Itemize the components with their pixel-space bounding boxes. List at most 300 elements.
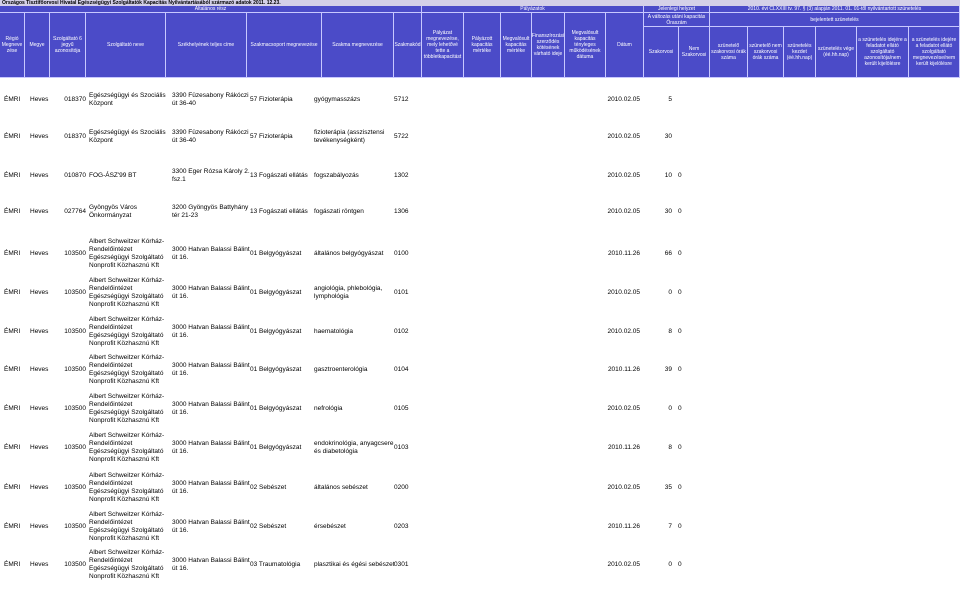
cell-datum	[590, 314, 640, 350]
col-header-20	[816, 27, 857, 78]
cell-datum-text: 2010.02.05	[607, 208, 640, 215]
group-legal	[710, 6, 960, 13]
cell-szak-text: 66	[664, 250, 672, 257]
cell-cim-text: 3390 Füzesabony Rákóczi út 36-40	[172, 92, 249, 107]
cell-szak	[650, 82, 672, 118]
col-header-1	[0, 13, 25, 78]
cell-csoport-text: 13 Fogászati ellátás	[250, 208, 308, 215]
cell-nemszak-text: 0	[678, 328, 682, 335]
col-header-21-text: a szünetelés idejére a feladatot ellátó szolgáltató azonosítója/nem került kijelölésre	[858, 37, 907, 67]
cell-datum-text: 2010.02.05	[607, 133, 640, 140]
group-altalanos	[0, 6, 422, 13]
cell-csoport	[250, 314, 314, 350]
cell-kod	[394, 314, 422, 350]
group-altalanos-text: Általános rész	[194, 6, 227, 12]
cell-megye-text: Heves	[30, 172, 49, 179]
col-header-4	[86, 13, 166, 78]
cell-csoport-text: 01 Belgyógyászat	[250, 366, 302, 373]
cell-szakma-text: gyógymasszázs	[314, 96, 361, 103]
cell-azon-text: 018370	[64, 133, 86, 140]
cell-szakma	[314, 158, 396, 194]
cell-megye	[30, 275, 52, 311]
col-header-4-text: Szolgáltató neve	[107, 42, 144, 48]
cell-azon	[52, 194, 86, 230]
group-legal-text: 2010. évi CLXXIII tv. 97. § (3) alapján 2011. 01. 01-től nyilvántartott szünetelés	[747, 6, 922, 12]
cell-cim	[172, 547, 250, 583]
cell-szakma	[314, 547, 396, 583]
cell-csoport-text: 02 Sebészet	[250, 523, 287, 530]
cell-nemszak	[678, 82, 700, 118]
cell-kod-text: 5712	[394, 96, 409, 103]
col-header-11-text: Megvalósult kapacitás mértéke	[502, 36, 530, 54]
cell-datum-text: 2010.02.05	[607, 96, 640, 103]
cell-csoport	[250, 352, 314, 388]
cell-szak-text: 39	[664, 366, 672, 373]
cell-nemszak-text: 0	[678, 208, 682, 215]
cell-nev	[89, 352, 169, 388]
cell-azon	[52, 275, 86, 311]
cell-kod-text: 0203	[394, 523, 409, 530]
cell-szak-text: 30	[664, 133, 672, 140]
cell-azon	[52, 119, 86, 155]
cell-datum	[590, 470, 640, 506]
cell-nemszak	[678, 509, 700, 545]
cell-nev-text: Albert Schweitzer Kórház-Rendelőintézet Egészségügyi Szolgáltató Nonprofit Közhasznú Kft	[89, 472, 165, 503]
col-header-8-text: Szakmakód	[394, 42, 421, 48]
col-header-2	[25, 13, 50, 78]
cell-nev	[89, 275, 169, 311]
cell-datum-text: 2010.11.26	[607, 523, 640, 530]
cell-nemszak-text: 0	[678, 444, 682, 451]
cell-cim	[172, 430, 250, 466]
cell-kod-text: 0103	[394, 444, 409, 451]
cell-szak-text: 0	[668, 289, 672, 296]
cell-datum-text: 2010.02.05	[607, 405, 640, 412]
cell-szakma-text: gasztroenterológia	[314, 366, 368, 373]
cell-csoport-text: 57 Fizioterápia	[250, 96, 293, 103]
cell-cim-text: 3000 Hatvan Balassi Bálint út 16.	[172, 246, 250, 261]
cell-megye	[30, 236, 52, 272]
cell-csoport	[250, 547, 314, 583]
cell-csoport	[250, 194, 314, 230]
cell-kod-text: 0101	[394, 289, 409, 296]
cell-cim	[172, 314, 250, 350]
col-header-5	[166, 13, 247, 78]
cell-szak	[650, 158, 672, 194]
cell-megye-text: Heves	[30, 405, 49, 412]
col-header-18	[748, 27, 784, 78]
cell-kod-text: 0104	[394, 366, 409, 373]
cell-regio	[4, 275, 30, 311]
cell-megye-text: Heves	[30, 96, 49, 103]
cell-datum	[590, 194, 640, 230]
cell-datum	[590, 275, 640, 311]
col-header-6-text: Szakmacsoport megnevezése	[250, 42, 318, 48]
cell-szakma	[314, 236, 396, 272]
cell-szak-text: 0	[668, 405, 672, 412]
cell-nemszak	[678, 236, 700, 272]
cell-regio-text: ÉMRI	[4, 405, 21, 412]
cell-nemszak-text: 0	[678, 289, 682, 296]
col-header-9-text: Pályázat megnevezése, mely lehetővé tette a többletkapacitást	[423, 30, 462, 60]
cell-megye	[30, 547, 52, 583]
cell-szakma-text: plasztikai és égési sebészet	[314, 561, 395, 568]
cell-nev	[89, 82, 169, 118]
cell-cim-text: 3000 Hatvan Balassi Bálint út 16.	[172, 557, 250, 572]
cell-kod-text: 1306	[394, 208, 409, 215]
col-header-16	[679, 27, 710, 78]
cell-szakma-text: endokrinológia, anyagcsere és diabetológia	[314, 440, 394, 455]
cell-szak	[650, 391, 672, 427]
cell-datum-text: 2010.11.26	[607, 444, 640, 451]
cell-megye-text: Heves	[30, 289, 49, 296]
cell-azon	[52, 158, 86, 194]
col-header-7	[322, 13, 394, 78]
cell-nev	[89, 236, 169, 272]
cell-nemszak	[678, 352, 700, 388]
cell-regio-text: ÉMRI	[4, 484, 21, 491]
cell-azon-text: 027764	[64, 208, 86, 215]
cell-csoport	[250, 275, 314, 311]
cell-regio-text: ÉMRI	[4, 208, 21, 215]
cell-datum	[590, 82, 640, 118]
cell-csoport-text: 01 Belgyógyászat	[250, 328, 302, 335]
cell-cim-text: 3200 Gyöngyös Battyhány tér 21-23	[172, 204, 249, 219]
cell-kod-text: 0200	[394, 484, 409, 491]
cell-szak	[650, 194, 672, 230]
cell-csoport	[250, 430, 314, 466]
cell-cim	[172, 509, 250, 545]
cell-cim-text: 3000 Hatvan Balassi Bálint út 16.	[172, 362, 250, 377]
cell-megye	[30, 430, 52, 466]
cell-szak-text: 7	[668, 523, 672, 530]
cell-nemszak-text: 0	[678, 366, 682, 373]
cell-szakma-text: általános sebészet	[314, 484, 368, 491]
cell-datum-text: 2010.02.05	[607, 289, 640, 296]
cell-szak-text: 35	[664, 484, 672, 491]
cell-megye	[30, 470, 52, 506]
cell-nev	[89, 470, 169, 506]
cell-csoport-text: 01 Belgyógyászat	[250, 405, 302, 412]
cell-szak	[650, 314, 672, 350]
cell-megye-text: Heves	[30, 133, 49, 140]
cell-kod	[394, 470, 422, 506]
cell-datum-text: 2010.02.05	[607, 172, 640, 179]
cell-cim-text: 3000 Hatvan Balassi Bálint út 16.	[172, 440, 250, 455]
cell-azon	[52, 547, 86, 583]
cell-megye-text: Heves	[30, 328, 49, 335]
cell-megye	[30, 391, 52, 427]
cell-azon	[52, 509, 86, 545]
cell-csoport	[250, 119, 314, 155]
cell-cim-text: 3000 Hatvan Balassi Bálint út 16.	[172, 324, 250, 339]
col-header-17-text: szünetelő szakorvosi órák száma	[711, 43, 746, 61]
cell-azon-text: 103500	[64, 366, 86, 373]
cell-szakma	[314, 509, 396, 545]
cell-szakma	[314, 275, 396, 311]
cell-szak	[650, 275, 672, 311]
cell-cim-text: 3390 Füzesabony Rákóczi út 36-40	[172, 129, 249, 144]
col-header-8	[394, 13, 422, 78]
cell-azon-text: 103500	[64, 289, 86, 296]
group-bejelentett	[710, 13, 960, 27]
cell-szak-text: 8	[668, 328, 672, 335]
cell-nemszak-text: 0	[678, 523, 682, 530]
col-header-12	[532, 13, 565, 78]
cell-szakma-text: nefrológia	[314, 405, 343, 412]
cell-regio-text: ÉMRI	[4, 444, 21, 451]
cell-kod-text: 0301	[394, 561, 409, 568]
cell-kod	[394, 275, 422, 311]
cell-nev-text: Albert Schweitzer Kórház-Rendelőintézet Egészségügyi Szolgáltató Nonprofit Közhasznú Kft	[89, 277, 165, 308]
cell-nev-text: Egészségügyi és Szociális Központ	[89, 92, 166, 107]
cell-csoport-text: 03 Traumatológia	[250, 561, 301, 568]
col-header-19-text: szünetelés kezdet (éé.hh.nap)	[786, 43, 813, 61]
cell-szak	[650, 470, 672, 506]
group-valtozas	[644, 13, 710, 27]
group-bejelentett-text: bejelentett szünetelés	[810, 16, 859, 23]
cell-megye	[30, 352, 52, 388]
cell-nemszak	[678, 547, 700, 583]
cell-kod-text: 0100	[394, 250, 409, 257]
cell-szakma-text: haematológia	[314, 328, 354, 335]
col-header-15-text: Szakorvosi	[648, 49, 674, 55]
cell-nev-text: Gyöngyös Város Önkormányzat	[89, 204, 138, 219]
cell-datum-text: 2010.11.26	[607, 366, 640, 373]
cell-regio	[4, 236, 30, 272]
cell-szakma	[314, 82, 396, 118]
cell-megye	[30, 158, 52, 194]
cell-szak	[650, 547, 672, 583]
cell-regio-text: ÉMRI	[4, 96, 21, 103]
cell-nev	[89, 158, 169, 194]
cell-nev-text: Albert Schweitzer Kórház-Rendelőintézet Egészségügyi Szolgáltató Nonprofit Közhasznú Kft	[89, 316, 165, 347]
cell-megye	[30, 194, 52, 230]
group-palyazatok	[422, 6, 644, 13]
cell-nemszak	[678, 430, 700, 466]
cell-nev-text: Albert Schweitzer Kórház-Rendelőintézet Egészségügyi Szolgáltató Nonprofit Közhasznú Kft	[89, 511, 165, 542]
cell-kod	[394, 82, 422, 118]
cell-szak	[650, 430, 672, 466]
cell-csoport-text: 02 Sebészet	[250, 484, 287, 491]
cell-szakma	[314, 119, 396, 155]
col-header-6	[247, 13, 322, 78]
cell-szakma-text: fogszabályozás	[314, 172, 359, 179]
cell-regio	[4, 391, 30, 427]
cell-regio	[4, 352, 30, 388]
cell-szak	[650, 509, 672, 545]
cell-azon-text: 103500	[64, 484, 86, 491]
cell-csoport-text: 01 Belgyógyászat	[250, 250, 302, 257]
cell-szakma-text: angiológia, phlebológia, lymphológia	[314, 285, 383, 300]
col-header-18-text: szünetelő nem szakorvosi órák száma	[749, 43, 782, 61]
cell-cim-text: 3300 Eger Rózsa Károly 2. fsz.1	[172, 168, 250, 183]
cell-kod-text: 0105	[394, 405, 409, 412]
cell-regio	[4, 547, 30, 583]
cell-szakma-text: érsebészet	[314, 523, 346, 530]
cell-regio	[4, 430, 30, 466]
cell-azon-text: 103500	[64, 405, 86, 412]
col-header-20-text: szünetelés vége (éé.hh.nap)	[817, 46, 855, 58]
cell-nemszak-text: 0	[678, 405, 682, 412]
cell-megye	[30, 82, 52, 118]
col-header-9	[422, 13, 464, 78]
cell-szak	[650, 236, 672, 272]
col-header-7-text: Szakma megnevezése	[332, 42, 383, 48]
cell-nemszak	[678, 391, 700, 427]
group-valtozas-text: A változás utáni kapacitás Óraszám	[647, 13, 706, 26]
cell-azon	[52, 430, 86, 466]
cell-kod-text: 5722	[394, 133, 409, 140]
cell-nev-text: Albert Schweitzer Kórház-Rendelőintézet Egészségügyi Szolgáltató Nonprofit Közhasznú Kft	[89, 549, 165, 580]
cell-cim	[172, 236, 250, 272]
cell-nev	[89, 119, 169, 155]
cell-szak-text: 10	[664, 172, 672, 179]
cell-datum	[590, 391, 640, 427]
cell-azon-text: 103500	[64, 328, 86, 335]
cell-kod-text: 1302	[394, 172, 409, 179]
cell-nev-text: Albert Schweitzer Kórház-Rendelőintézet Egészségügyi Szolgáltató Nonprofit Közhasznú Kft	[89, 238, 165, 269]
cell-cim	[172, 158, 250, 194]
cell-nemszak-text: 0	[678, 172, 682, 179]
cell-csoport	[250, 470, 314, 506]
col-header-21	[857, 27, 909, 78]
cell-azon-text: 103500	[64, 523, 86, 530]
cell-cim	[172, 119, 250, 155]
cell-nev-text: Egészségügyi és Szociális Központ	[89, 129, 166, 144]
cell-szak-text: 8	[668, 444, 672, 451]
cell-kod	[394, 236, 422, 272]
cell-nemszak	[678, 314, 700, 350]
col-header-13-text: Megvalósult kapacitás tényleges működésének dátuma	[569, 30, 601, 60]
sheet-title-text: Országos Tisztifőorvosi Hivatal Egészségügyi Szolgáltatók Kapacitás Nyilvántartásából származó adatok 2011. 12.23.	[2, 0, 281, 6]
cell-datum	[590, 158, 640, 194]
cell-nev	[89, 391, 169, 427]
col-header-19	[784, 27, 816, 78]
cell-kod	[394, 391, 422, 427]
cell-nemszak-text: 0	[678, 484, 682, 491]
cell-nev-text: Albert Schweitzer Kórház-Rendelőintézet Egészségügyi Szolgáltató Nonprofit Közhasznú Kft	[89, 393, 165, 424]
cell-csoport-text: 01 Belgyógyászat	[250, 444, 302, 451]
cell-szak-text: 5	[668, 96, 672, 103]
cell-nev	[89, 509, 169, 545]
cell-nev	[89, 314, 169, 350]
cell-nemszak-text: 0	[678, 561, 682, 568]
cell-regio-text: ÉMRI	[4, 250, 21, 257]
cell-megye-text: Heves	[30, 366, 49, 373]
cell-szak-text: 0	[668, 561, 672, 568]
col-header-12-text: Finanszírozási szerződés kötésének várható ideje	[532, 33, 565, 57]
col-header-13	[565, 13, 606, 78]
cell-cim	[172, 275, 250, 311]
cell-megye	[30, 119, 52, 155]
cell-nemszak	[678, 119, 700, 155]
cell-datum	[590, 352, 640, 388]
cell-nev	[89, 547, 169, 583]
cell-csoport	[250, 509, 314, 545]
cell-kod	[394, 194, 422, 230]
cell-regio	[4, 194, 30, 230]
col-header-11	[501, 13, 532, 78]
cell-cim-text: 3000 Hatvan Balassi Bálint út 16.	[172, 480, 250, 495]
cell-csoport-text: 01 Belgyógyászat	[250, 289, 302, 296]
col-header-3	[50, 13, 86, 78]
cell-szakma-text: fogászati röntgen	[314, 208, 364, 215]
cell-cim-text: 3000 Hatvan Balassi Bálint út 16.	[172, 519, 250, 534]
cell-regio-text: ÉMRI	[4, 328, 21, 335]
cell-datum	[590, 547, 640, 583]
cell-nev	[89, 430, 169, 466]
cell-azon-text: 103500	[64, 561, 86, 568]
cell-regio-text: ÉMRI	[4, 366, 21, 373]
cell-regio-text: ÉMRI	[4, 523, 21, 530]
cell-datum	[590, 430, 640, 466]
cell-regio	[4, 119, 30, 155]
cell-cim-text: 3000 Hatvan Balassi Bálint út 16.	[172, 285, 250, 300]
cell-azon-text: 018370	[64, 96, 86, 103]
cell-nemszak	[678, 275, 700, 311]
cell-megye-text: Heves	[30, 484, 49, 491]
cell-csoport	[250, 158, 314, 194]
cell-regio-text: ÉMRI	[4, 172, 21, 179]
cell-datum-text: 2010.02.05	[607, 561, 640, 568]
cell-azon-text: 010870	[64, 172, 86, 179]
cell-regio-text: ÉMRI	[4, 133, 21, 140]
col-header-5-text: Székhelyének teljes címe	[177, 42, 235, 48]
cell-azon-text: 103500	[64, 250, 86, 257]
cell-megye-text: Heves	[30, 444, 49, 451]
col-header-3-text: Szolgáltató 6 jegyű azonosítója	[53, 36, 82, 54]
cell-kod	[394, 547, 422, 583]
col-header-22-text: a szünetelés idejére a feladatot ellátó szolgáltató megnevezése/nem került kijelölésre	[911, 37, 957, 67]
cell-regio	[4, 470, 30, 506]
cell-szak-text: 30	[664, 208, 672, 215]
cell-cim	[172, 470, 250, 506]
group-palyazatok-text: Pályázatok	[520, 6, 545, 12]
cell-nemszak-text: 0	[678, 250, 682, 257]
cell-nemszak	[678, 470, 700, 506]
cell-datum	[590, 236, 640, 272]
cell-csoport	[250, 82, 314, 118]
cell-megye-text: Heves	[30, 208, 49, 215]
cell-cim	[172, 194, 250, 230]
cell-csoport	[250, 391, 314, 427]
col-header-14	[606, 13, 644, 78]
cell-szakma-text: fizioterápia (asszisztensi tevékenységként)	[314, 129, 385, 144]
cell-nev-text: Albert Schweitzer Kórház-Rendelőintézet Egészségügyi Szolgáltató Nonprofit Közhasznú Kft	[89, 354, 165, 385]
col-header-16-text: Nem Szakorvosi	[681, 46, 707, 58]
col-header-2-text: Megye	[29, 42, 45, 48]
cell-cim	[172, 391, 250, 427]
cell-szakma	[314, 194, 396, 230]
cell-cim	[172, 352, 250, 388]
cell-szakma	[314, 314, 396, 350]
cell-megye-text: Heves	[30, 561, 49, 568]
cell-azon	[52, 470, 86, 506]
cell-regio	[4, 82, 30, 118]
cell-azon	[52, 314, 86, 350]
cell-regio	[4, 314, 30, 350]
cell-azon-text: 103500	[64, 444, 86, 451]
cell-csoport	[250, 236, 314, 272]
cell-szak	[650, 119, 672, 155]
cell-szakma-text: általános belgyógyászat	[314, 250, 384, 257]
cell-nev	[89, 194, 169, 230]
cell-azon	[52, 391, 86, 427]
cell-megye	[30, 314, 52, 350]
cell-azon	[52, 236, 86, 272]
cell-kod	[394, 430, 422, 466]
